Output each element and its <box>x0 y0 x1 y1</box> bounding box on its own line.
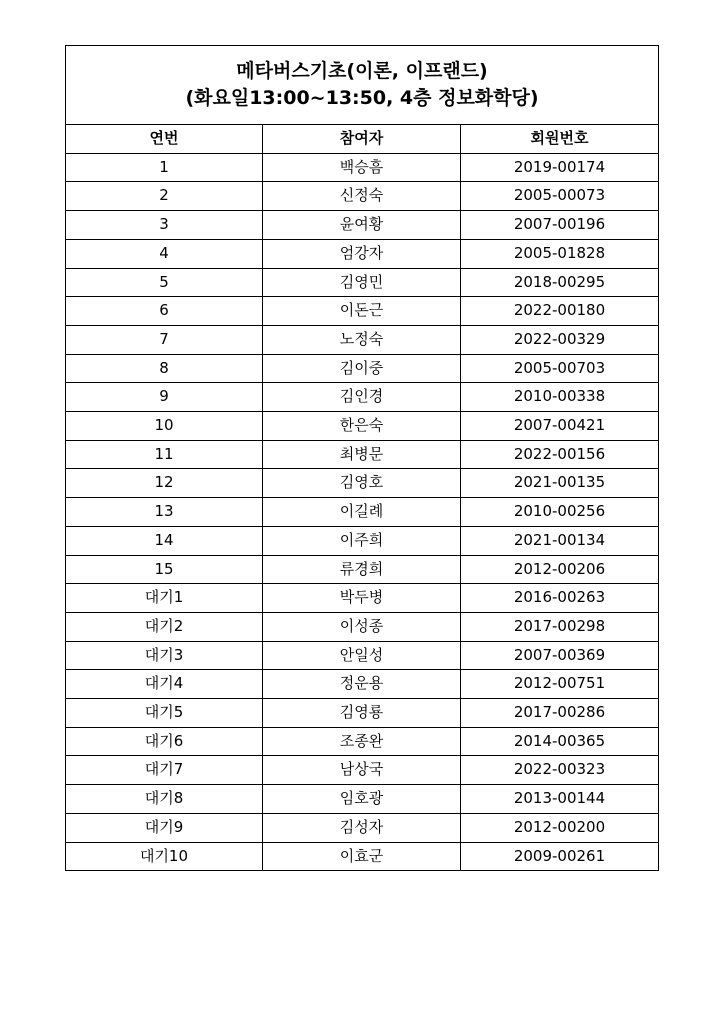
participant-name: 노정숙 <box>263 325 461 354</box>
member-id: 2012-00206 <box>461 555 659 584</box>
table-row <box>66 297 659 326</box>
member-id: 2005-00703 <box>461 354 659 383</box>
participant-name: 이성종 <box>263 612 461 641</box>
participant-name: 조종완 <box>263 727 461 756</box>
column-header-participant: 참여자 <box>263 125 461 154</box>
row-number: 8 <box>66 354 263 383</box>
row-number: 4 <box>66 239 263 268</box>
table-row <box>66 699 659 728</box>
table-row <box>66 526 659 555</box>
member-id: 2013-00144 <box>461 785 659 814</box>
member-id: 2010-00256 <box>461 498 659 527</box>
participant-name: 박두병 <box>263 584 461 613</box>
member-id: 2022-00180 <box>461 297 659 326</box>
member-id: 2007-00369 <box>461 641 659 670</box>
table-row <box>66 785 659 814</box>
row-number: 대기6 <box>66 727 263 756</box>
participant-name: 이길례 <box>263 498 461 527</box>
member-id: 2021-00134 <box>461 526 659 555</box>
table-row <box>66 182 659 211</box>
column-header-member-id: 회원번호 <box>461 125 659 154</box>
table-title <box>66 46 659 125</box>
row-number: 11 <box>66 440 263 469</box>
participant-name: 정운용 <box>263 670 461 699</box>
course-schedule: (화요일13:00~13:50, 4층 정보화학당) <box>185 87 539 109</box>
row-number: 5 <box>66 268 263 297</box>
row-number: 10 <box>66 412 263 441</box>
member-id: 2016-00263 <box>461 584 659 613</box>
row-number: 대기7 <box>66 756 263 785</box>
member-id: 2007-00196 <box>461 211 659 240</box>
row-number: 15 <box>66 555 263 584</box>
table-row <box>66 239 659 268</box>
participant-name: 백승흠 <box>263 153 461 182</box>
row-number: 14 <box>66 526 263 555</box>
title-row <box>66 46 659 125</box>
table-row <box>66 325 659 354</box>
table-row <box>66 756 659 785</box>
table-row <box>66 555 659 584</box>
participant-name: 이주희 <box>263 526 461 555</box>
table-row <box>66 612 659 641</box>
participant-name: 남상국 <box>263 756 461 785</box>
member-id: 2014-00365 <box>461 727 659 756</box>
participant-name: 신정숙 <box>263 182 461 211</box>
member-id: 2009-00261 <box>461 842 659 871</box>
row-number: 1 <box>66 153 263 182</box>
row-number: 7 <box>66 325 263 354</box>
participant-name: 임호광 <box>263 785 461 814</box>
table-body <box>66 153 659 871</box>
member-id: 2022-00329 <box>461 325 659 354</box>
course-title: 메타버스기초(이론, 이프랜드) <box>236 60 488 82</box>
member-id: 2022-00156 <box>461 440 659 469</box>
table-row <box>66 211 659 240</box>
member-id: 2019-00174 <box>461 153 659 182</box>
row-number: 13 <box>66 498 263 527</box>
row-number: 12 <box>66 469 263 498</box>
row-number: 3 <box>66 211 263 240</box>
table-row <box>66 670 659 699</box>
row-number: 대기2 <box>66 612 263 641</box>
table-row <box>66 383 659 412</box>
table-row <box>66 469 659 498</box>
table-row <box>66 440 659 469</box>
participant-name: 김영호 <box>263 469 461 498</box>
row-number: 9 <box>66 383 263 412</box>
participant-name: 김성자 <box>263 813 461 842</box>
table-row <box>66 727 659 756</box>
participant-name: 엄강자 <box>263 239 461 268</box>
row-number: 대기10 <box>66 842 263 871</box>
member-id: 2017-00298 <box>461 612 659 641</box>
participant-name: 안일성 <box>263 641 461 670</box>
participant-name: 한은숙 <box>263 412 461 441</box>
table-row <box>66 842 659 871</box>
member-id: 2012-00200 <box>461 813 659 842</box>
table-row <box>66 268 659 297</box>
row-number: 6 <box>66 297 263 326</box>
member-id: 2021-00135 <box>461 469 659 498</box>
participant-name: 김인경 <box>263 383 461 412</box>
table-row <box>66 153 659 182</box>
member-id: 2022-00323 <box>461 756 659 785</box>
participant-name: 김이중 <box>263 354 461 383</box>
table-row <box>66 412 659 441</box>
member-id: 2005-01828 <box>461 239 659 268</box>
row-number: 2 <box>66 182 263 211</box>
participant-name: 김영민 <box>263 268 461 297</box>
member-id: 2012-00751 <box>461 670 659 699</box>
participant-name: 윤여황 <box>263 211 461 240</box>
row-number: 대기8 <box>66 785 263 814</box>
table-row <box>66 641 659 670</box>
participant-name: 이효군 <box>263 842 461 871</box>
row-number: 대기9 <box>66 813 263 842</box>
member-id: 2018-00295 <box>461 268 659 297</box>
table-row <box>66 498 659 527</box>
attendance-sheet <box>65 45 658 871</box>
participant-name: 이돈근 <box>263 297 461 326</box>
participant-name: 류경희 <box>263 555 461 584</box>
row-number: 대기3 <box>66 641 263 670</box>
member-id: 2010-00338 <box>461 383 659 412</box>
participant-table <box>65 45 659 871</box>
table-row <box>66 354 659 383</box>
participant-name: 김영룡 <box>263 699 461 728</box>
row-number: 대기1 <box>66 584 263 613</box>
column-header-number: 연번 <box>66 125 263 154</box>
row-number: 대기5 <box>66 699 263 728</box>
table-row <box>66 813 659 842</box>
table-row <box>66 584 659 613</box>
row-number: 대기4 <box>66 670 263 699</box>
header-row <box>66 125 659 154</box>
member-id: 2017-00286 <box>461 699 659 728</box>
member-id: 2007-00421 <box>461 412 659 441</box>
participant-name: 최병문 <box>263 440 461 469</box>
member-id: 2005-00073 <box>461 182 659 211</box>
